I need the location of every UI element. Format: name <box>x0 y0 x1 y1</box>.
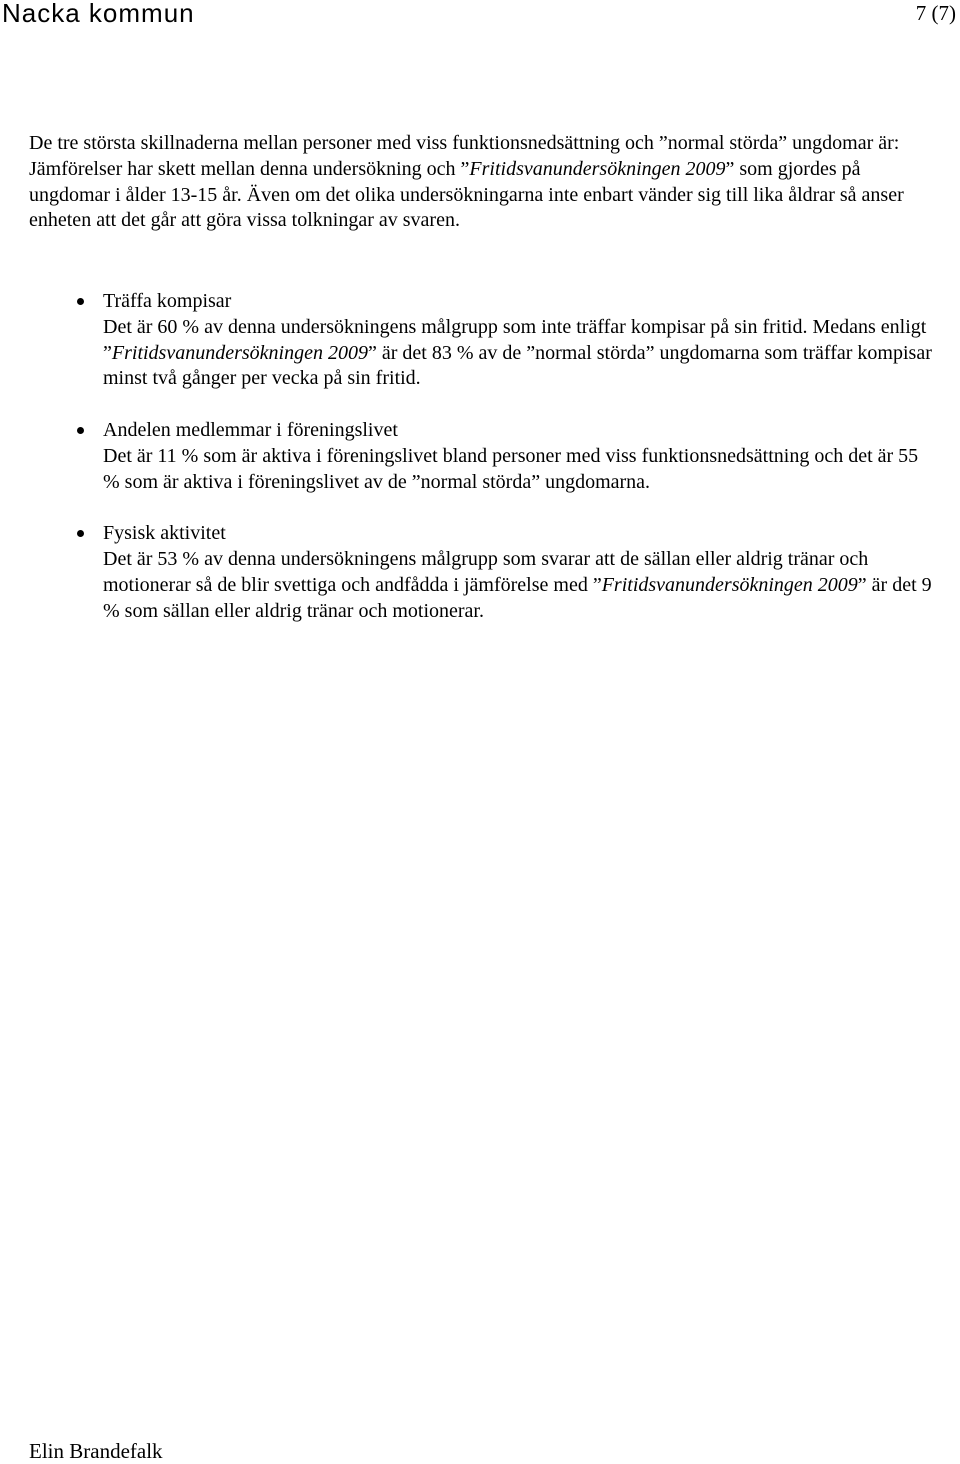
page-number: 7 (7) <box>915 1 956 25</box>
intro-text-start: Jämförelser har skett mellan denna undersökning och ” <box>29 157 470 180</box>
footer-author: Elin Brandefalk <box>29 1439 163 1463</box>
intro-section <box>29 131 939 234</box>
page-header-title: Nacka kommun <box>2 0 195 28</box>
intro-survey-name: Fritidsvanundersökningen 2009 <box>469 157 726 180</box>
list-item-text <box>103 315 939 392</box>
bullet-icon <box>77 530 84 537</box>
list-item-foreningslivet <box>29 418 939 495</box>
list-item-text-part: ” är det 83 % av de ”normal störda” ungdomarna som träffar kompisar minst två gånger per vecka på sin fritid. <box>103 341 932 390</box>
list-item-heading: Träffa kompisar <box>103 290 232 312</box>
list-item-fysisk-aktivitet <box>29 521 939 624</box>
list-item-heading: Fysisk aktivitet <box>103 522 226 545</box>
list-item-text-part: ” är det 9 % som sällan eller aldrig tränar och motionerar. <box>103 573 932 622</box>
intro-paragraph-1: De tre största skillnaderna mellan personer med viss funktionsnedsättning och ”normal störda” ungdomar är: <box>29 132 900 154</box>
list-item-text <box>103 547 939 624</box>
list-item-text: Det är 11 % som är aktiva i föreningslivet bland personer med viss funktionsnedsättning och det är 55 % som är aktiva i föreningslivet av de ”normal störda” ungdomarna. <box>103 444 919 493</box>
list-item-survey-name: Fritidsvanundersökningen 2009 <box>111 341 368 364</box>
intro-text-end: ” som gjordes på ungdomar i ålder 13-15 år. Även om det olika undersökningarna inte enbart vänder sig till lika åldrar så anser enheten att det går att göra vissa tolkningar av svaren. <box>29 157 904 232</box>
list-item-text-part: Det är 53 % av denna undersökningens målgrupp som svarar att de sällan eller aldrig tränar och motionerar så de blir svettiga och andfådda i jämförelse med ” <box>103 547 869 596</box>
comparison-list <box>29 289 939 650</box>
list-item-heading: Andelen medlemmar i föreningslivet <box>103 418 398 441</box>
list-item-traffa-kompisar <box>29 289 939 392</box>
bullet-icon <box>77 298 84 305</box>
list-item-text-part: Det är 60 % av denna undersökningens målgrupp som inte träffar kompisar på sin fritid. Medans enligt ” <box>103 315 927 364</box>
intro-paragraph-2 <box>29 157 939 234</box>
bullet-icon <box>77 427 84 434</box>
list-item-survey-name: Fritidsvanundersökningen 2009 <box>601 573 858 596</box>
